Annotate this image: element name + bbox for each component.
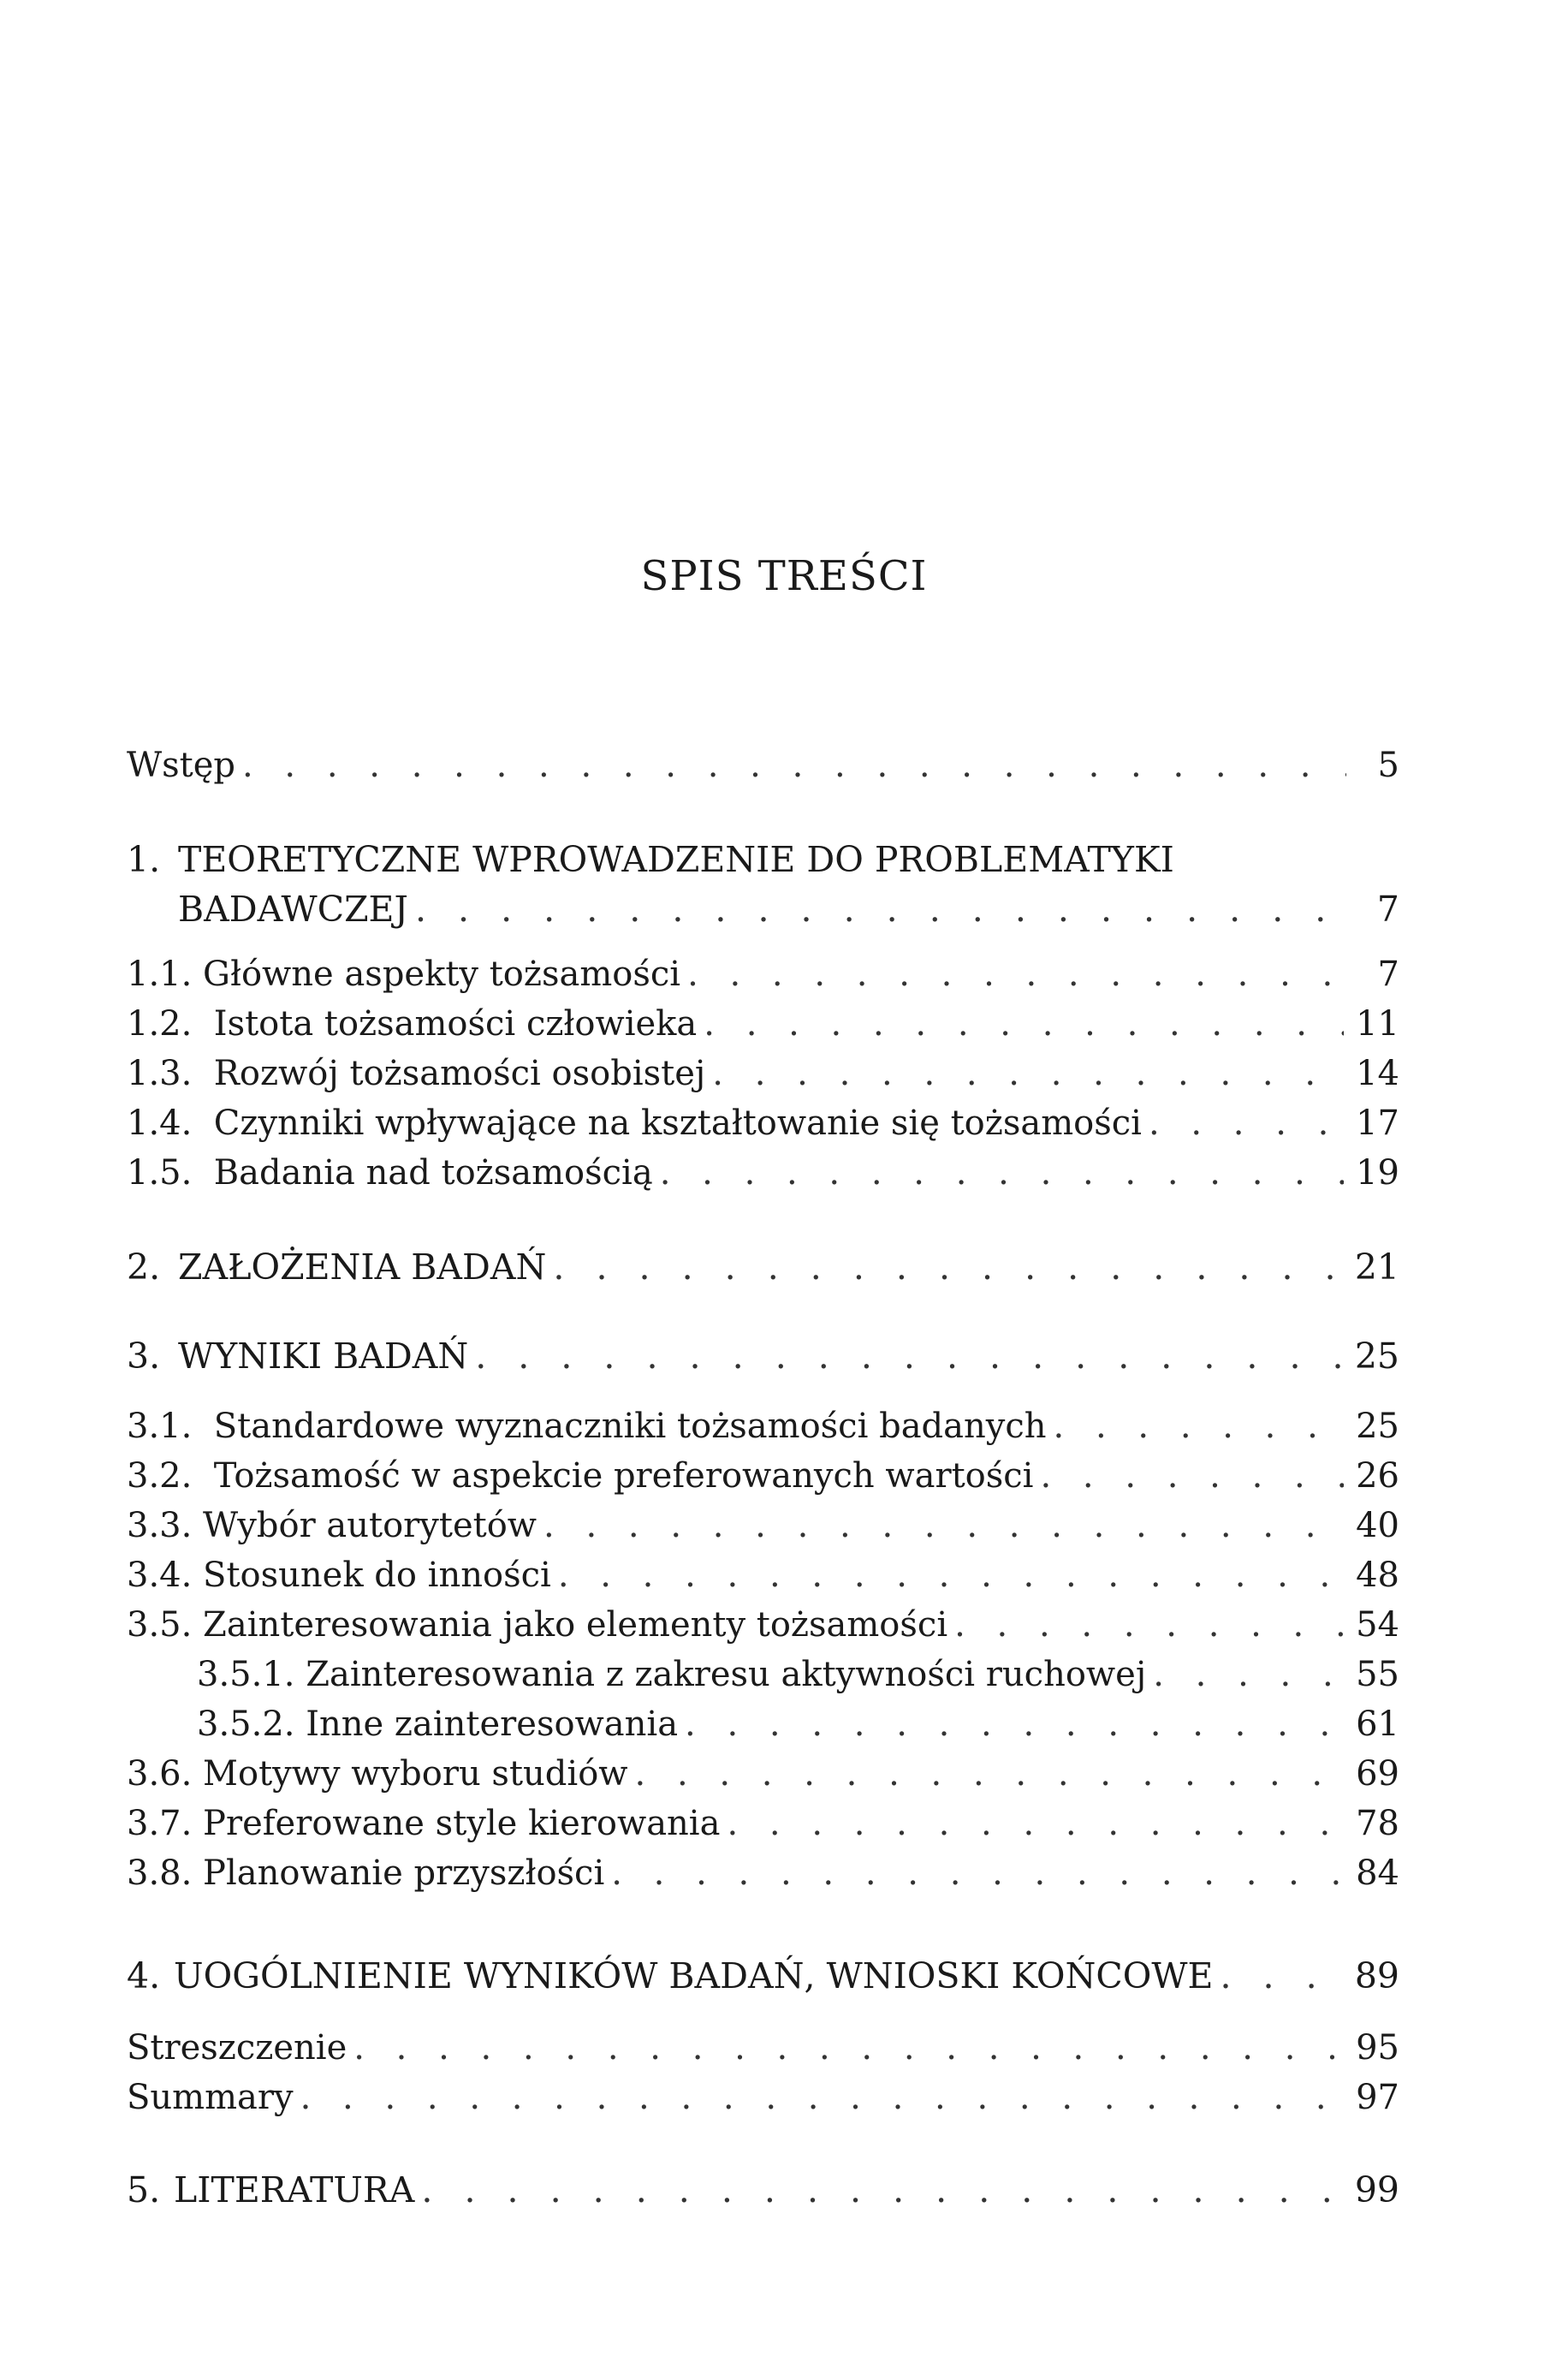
toc-entry-3-5: 3.5. Zainteresowania jako elementy tożsamości . . . 54	[127, 1603, 1399, 1647]
toc-entry-1-3: 1.3. Rozwój tożsamości osobistej . . . 14	[127, 1051, 1399, 1096]
toc-entry-3-6: 3.6. Motywy wyboru studiów . . . 69	[127, 1752, 1399, 1796]
toc-chapter-5: 5. LITERATURA . . . 99	[127, 2168, 1399, 2212]
toc-entry-wstep: Wstęp . . . 5	[127, 743, 1399, 788]
toc-entry-1-1: 1.1. Główne aspekty tożsamości . . . 7	[127, 952, 1399, 997]
toc-entry-3-4: 3.4. Stosunek do inności . . . 48	[127, 1553, 1399, 1598]
table-of-contents	[127, 0, 1399, 2374]
toc-entry-1-5: 1.5. Badania nad tożsamością . . . 19	[127, 1151, 1399, 1195]
toc-entry-1-2: 1.2. Istota tożsamości człowieka . . . 11	[127, 1002, 1399, 1046]
page-title: SPIS TREŚCI	[640, 552, 928, 600]
toc-entry-3-7: 3.7. Preferowane style kierowania . . . 78	[127, 1801, 1399, 1846]
toc-entry-summary: Summary . . . 97	[127, 2075, 1399, 2120]
toc-entry-3-5-1: 3.5.1. Zainteresowania z zakresu aktywności ruchowej . . . 55	[127, 1652, 1399, 1697]
toc-entry-streszczenie: Streszczenie . . . 95	[127, 2026, 1399, 2070]
toc-chapter-4: 4. UOGÓLNIENIE WYNIKÓW BADAŃ, WNIOSKI KOŃCOWE . . . 89	[127, 1954, 1399, 1998]
toc-entry-3-3: 3.3. Wybór autorytetów . . . 40	[127, 1503, 1399, 1548]
toc-entry-3-2: 3.2. Tożsamość w aspekcie preferowanych wartości . . . 26	[127, 1454, 1399, 1498]
toc-chapter-1-line1: 1. TEORETYCZNE WPROWADZENIE DO PROBLEMATYKI	[127, 839, 1174, 880]
toc-entry-3-5-2: 3.5.2. Inne zainteresowania . . . 61	[127, 1702, 1399, 1746]
toc-entry-1-4: 1.4. Czynniki wpływające na kształtowanie się tożsamości . . . 17	[127, 1101, 1399, 1145]
toc-chapter-2: 2. ZAŁOŻENIA BADAŃ . . . 21	[127, 1245, 1399, 1289]
toc-chapter-3: 3. WYNIKI BADAŃ . . . 25	[127, 1334, 1399, 1378]
toc-entry-3-8: 3.8. Planowanie przyszłości . . . 84	[127, 1851, 1399, 1895]
toc-entry-3-1: 3.1. Standardowe wyznaczniki tożsamości badanych . . . 25	[127, 1404, 1399, 1449]
toc-chapter-1: BADAWCZEJ . . . 7	[127, 887, 1399, 931]
